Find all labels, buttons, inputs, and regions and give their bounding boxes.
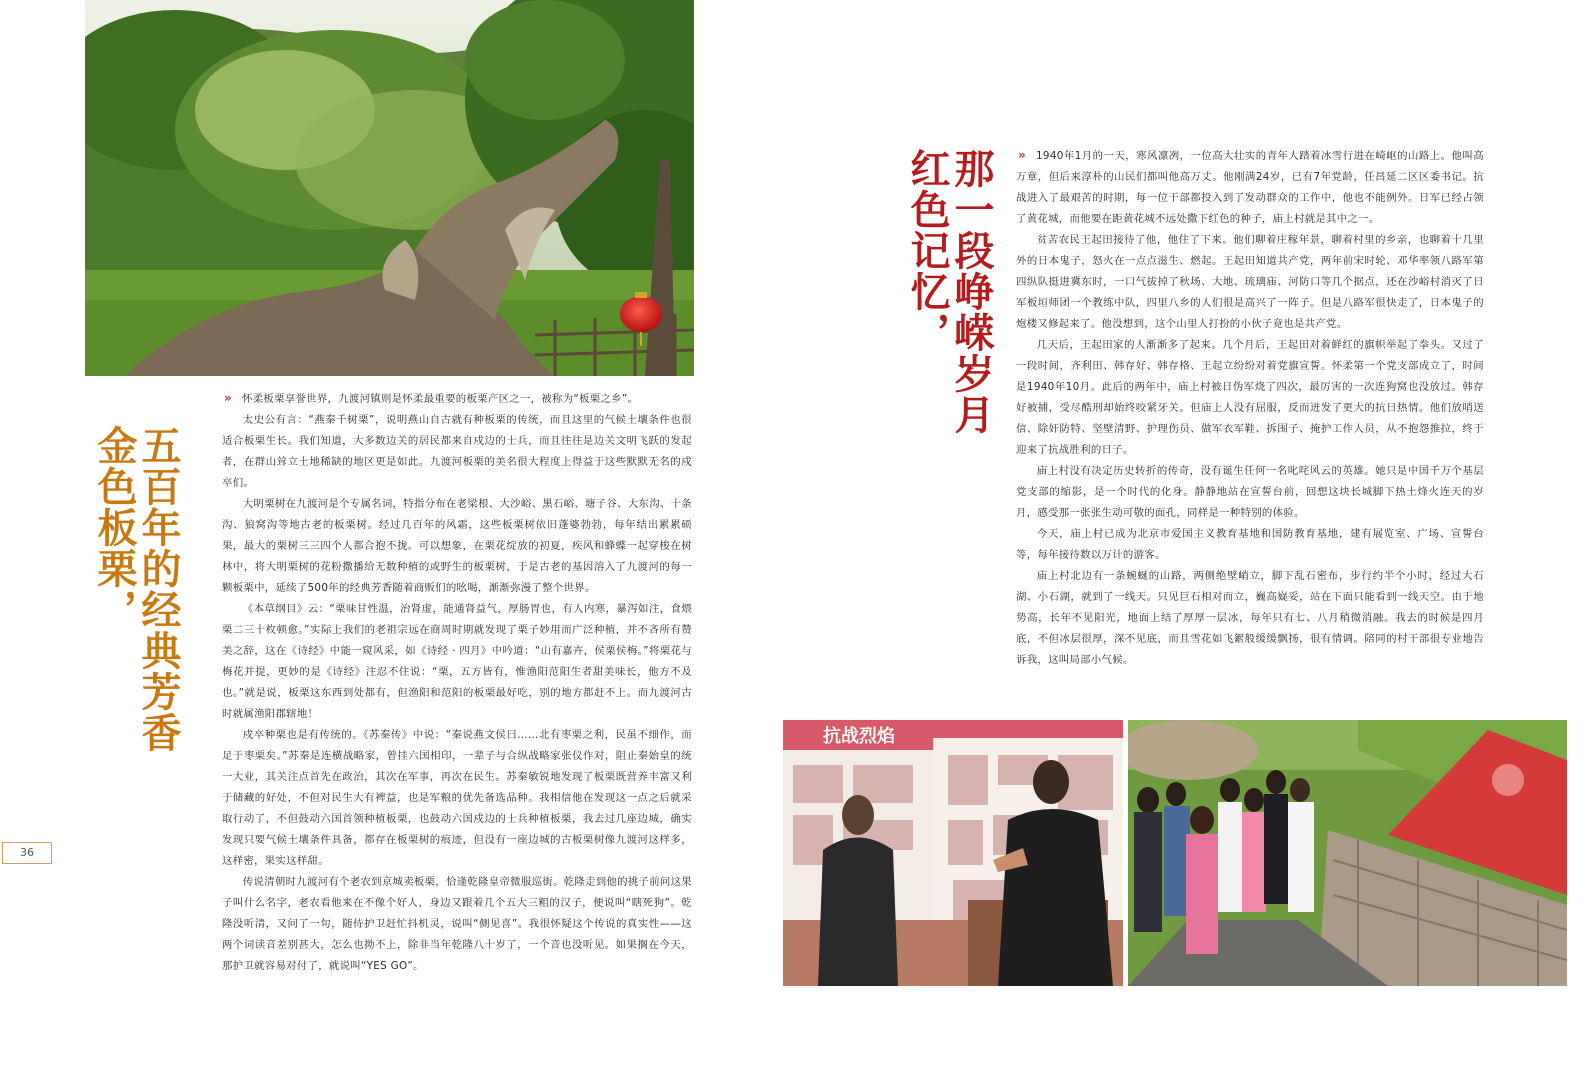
left-article-title xyxy=(80,425,180,795)
left-paragraph: 太史公有言：“燕秦千树栗”，说明燕山自古就有种板栗的传统，而且这里的气候土壤条件也很适合板栗生长。我们知道，大多数边关的居民都来自戍边的士兵，而且往往是边关文明飞跃的发起者，在群山耸立土地稀缺的地区更是如此。九渡河板栗的美名很大程度上得益于这些默默无名的戍卒们。 xyxy=(222,414,692,489)
left-paragraph: 戍卒种栗也是有传统的。《苏秦传》中说：“秦说燕文侯曰……北有枣栗之利，民虽不细作，而足于枣栗矣。”苏秦是连横战略家，曾挂六国相印，一辈子与合纵战略家张仪作对，阻止秦始皇的统一大业，其关注点首先在政治，其次在军事，再次在民生。苏秦敏锐地发现了板栗既营养丰富又利于储藏的好处，不但对民生大有裨益，也是军粮的优先备选品种。我相信他在发现这一点之后就采取行动了，不但鼓动六国首领种植板栗，也鼓动六国戍边的士兵种植板栗，我去过几座边城，确实发现只要气候土壤条件具备，都存在板栗树的痕迹，但没有一座边城的古板栗树像九渡河这样多，这样密，果实这样甜。 xyxy=(222,729,692,867)
left-title-line2: 金色板栗， xyxy=(91,425,137,630)
chevron-double-right-icon: » xyxy=(224,391,233,405)
right-article-title xyxy=(893,148,993,478)
right-paragraph: » 1940年1月的一天，寒风凛冽，一位高大壮实的青年人踏着冰雪行进在崎岖的山路上。他叫高万章，但后来淳朴的山民们都叫他高万丈。他刚满24岁，已有7年党龄，任昌延二区区委书记。抗战进入了最艰苦的时期，每一位干部都投入到了发动群众的工作中，他也不能例外。日军已经占领了黄花城，而他要在距黄花城不远处撒下红色的种子，庙上村就是其中之一。 xyxy=(1016,145,1484,230)
exhibit-sign-text: 抗战烈焰 xyxy=(823,726,895,747)
right-paragraph: 庙上村没有决定历史转折的传奇，没有诞生任何一名叱咤风云的英雄。她只是中国千万个基层党支部的缩影，是一个时代的化身。静静地站在宣誓台前，回想这块长城脚下热土烽火连天的岁月，感受那一张张生动可敬的面孔，同样是一种特别的体验。 xyxy=(1016,465,1484,519)
page-number: 36 xyxy=(2,842,52,864)
left-article-body xyxy=(222,388,692,998)
right-title-line2: 红色记忆， xyxy=(904,148,950,353)
right-paragraph: 庙上村北边有一条蜿蜒的山路，两侧绝壁峭立，脚下乱石密布，步行约半个小时，经过大石湖、小石湖，就到了一线天。只见巨石相对而立，巍高嶷妥，站在下面只能看到一线天空。由于地势高，长年不见阳光，地面上结了厚厚一层冰，每年只有七、八月稍微消融。我去的时候是四月底，不但冰层很厚，深不见底，而且雪花如飞絮般缓缓飘扬，很有情调。陪同的村干部很专业地告诉我，这叫局部小气候。 xyxy=(1016,570,1484,666)
right-article-body xyxy=(1016,145,1484,715)
left-paragraph: » 怀柔板栗享誉世界，九渡河镇则是怀柔最重要的板栗产区之一，被称为“板栗之乡”。 xyxy=(222,388,692,410)
exhibition-hall-photo xyxy=(783,720,1123,986)
chestnut-tree-photo xyxy=(85,0,694,376)
right-paragraph: 今天，庙上村已成为北京市爱国主义教育基地和国防教育基地，建有展览室、广场、宣誓台等，每年接待数以万计的游客。 xyxy=(1016,528,1484,561)
left-title-line1: 五百年的经典芳香 xyxy=(135,425,181,753)
right-paragraph: 贫苦农民王起田接待了他，他住了下来。他们聊着庄稼年景，聊着村里的乡亲，也聊着十几里外的日本鬼子，怒火在一点点滋生、燃起。王起田知道共产党，两年前宋时轮、邓华率领八路军第四纵队挺进冀东时，一口气拔掉了秋场、大地、琉璃庙、河防口等几个据点，还在沙峪村消灭了日军板垣师团一个教练中队，四里八乡的人们很是高兴了一阵子。但是八路军很快走了，日本鬼子的炮楼又修起来了。他没想到，这个山里人打扮的小伙子竟也是共产党。 xyxy=(1016,234,1484,330)
left-paragraph: 《本草纲目》云：“栗味甘性温，治肾虚，能通肾益气，厚肠胃也，有人内寒，暴泻如注，食煨栗二三十枚顿愈。”实际上我们的老祖宗远在商周时期就发现了栗子妙用而广泛种植，并不吝所有赞美之辞，这在《诗经》中能一窥风采，如《诗经 · 四月》中吟道：“山有嘉卉，侯栗侯梅。”将栗花与梅花并提，更妙的是《诗经》注忍不住说：“栗，五方皆有，惟渔阳范阳生者甜美味长，他方不及也。”就是说，板栗这东西到处都有，但渔阳和范阳的板栗最好吃，别的地方都赶不上。而九渡河古时就属渔阳郡辖地！ xyxy=(222,603,692,720)
hilltop-group-photo xyxy=(1128,720,1567,986)
chevron-double-right-icon: » xyxy=(1018,148,1027,162)
left-paragraph: 大明栗树在九渡河是个专属名词，特指分布在老梁根、大沙峪、黑石峪、塘子谷、大东沟、十条沟、狼窝沟等地古老的板栗树。经过几百年的风霜，这些板栗树依旧蓬婆勃勃，每年结出累累硕果，最大的栗树三三四个人都合抱不拢。可以想象，在栗花绽放的初夏，疾风和蜂蝶一起穿梭在树林中，将大明栗树的花粉撒播给无数种植的或野生的板栗树，于是古老的基因溶入了九渡河的每一颗板栗中，延续了500年的经典芳香随着商贩们的吆喝，渐渐弥漫了整个世界。 xyxy=(222,498,692,594)
left-paragraph: 传说清朝时九渡河有个老农到京城卖板栗，恰逢乾隆皇帝微服巡街。乾隆走到他的挑子前问这果子叫什么名字，老农看他来在不像个好人，身边又跟着几个五大三粗的汉子，便说叫“瞎死狗”。乾隆没听清，又问了一句，随侍护卫赶忙抖机灵，说叫“侧见喜”。我很怀疑这个传说的真实性——这两个词读音差别甚大，怎么也拗不上，除非当年乾隆八十岁了，一个音也没听见。如果搁在今天，那护卫就容易对付了，就说叫“YES GO”。 xyxy=(222,876,692,972)
right-title-line1: 那一段峥嵘岁月 xyxy=(948,148,994,435)
right-paragraph: 几天后，王起田家的人渐渐多了起来。几个月后，王起田对着鲜红的旗帜举起了拳头。又过了一段时间，齐利田、韩存好、韩存格、王起立纷纷对着党旗宣誓。怀柔第一个党支部成立了，时间是1940年10月。此后的两年中，庙上村被日伪军烧了四次，最厉害的一次连狗窝也没放过。韩存好被捕，受尽酷刑却始终咬紧牙关。但庙上人没有屈服，反而迸发了更大的抗日热情。他们放哨送信、除奸防特、坚壁清野、护理伤员、做军衣军鞋、拆围子、掩护工作人员，从不抱怨推拉，终于迎来了抗战胜利的日子。 xyxy=(1016,339,1484,456)
